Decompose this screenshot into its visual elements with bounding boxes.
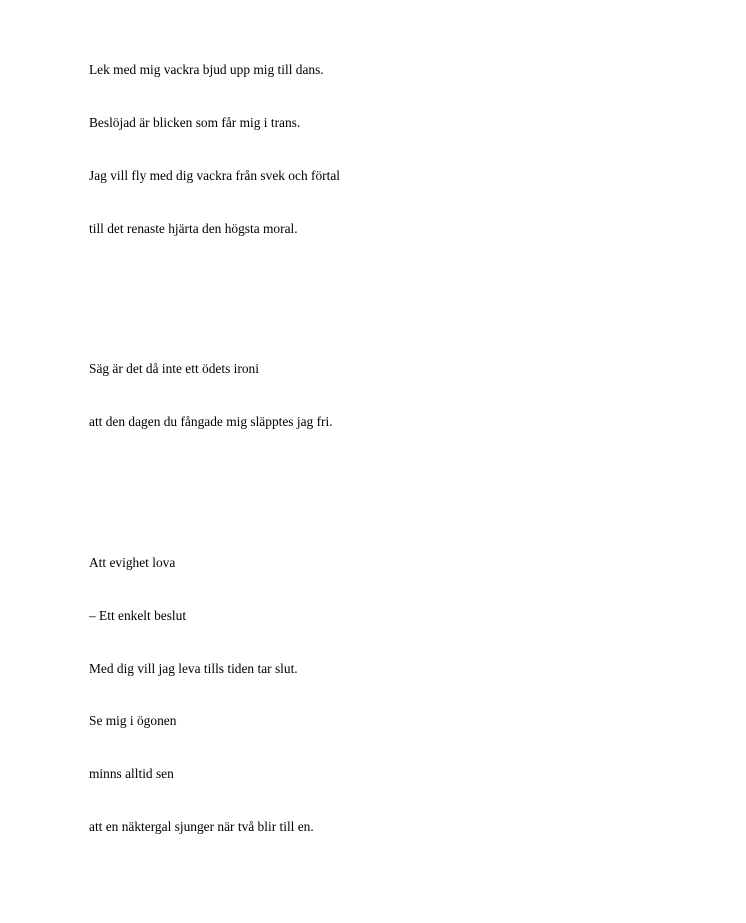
poem-line: att en näktergal sjunger när två blir till en. [89, 818, 314, 834]
poem-line: Jag vill fly med dig vackra från svek och förtal [89, 167, 340, 183]
poem-line: Lek med mig vackra bjud upp mig till dans. [89, 62, 324, 78]
poem-line: Att evighet lova [89, 555, 176, 570]
stanza-2 [89, 325, 340, 466]
poem-line: till det renaste hjärta den högsta moral. [89, 220, 298, 236]
poem-line: Med dig vill jag leva tills tiden tar slut. [89, 660, 298, 676]
poem-line: – Ett enkelt beslut [89, 607, 187, 623]
poem-line: Se mig i ögonen [89, 713, 177, 729]
stanza-3 [89, 519, 340, 871]
poem-line: Beslöjad är blicken som får mig i trans. [89, 115, 301, 131]
stanza-1 [89, 26, 340, 272]
poem-text [89, 0, 340, 923]
poem-line: att den dagen du fångade mig släpptes jag fri. [89, 414, 333, 430]
poem-line: minns alltid sen [89, 766, 174, 782]
poem-line: Säg är det då inte ett ödets ironi [89, 361, 259, 377]
